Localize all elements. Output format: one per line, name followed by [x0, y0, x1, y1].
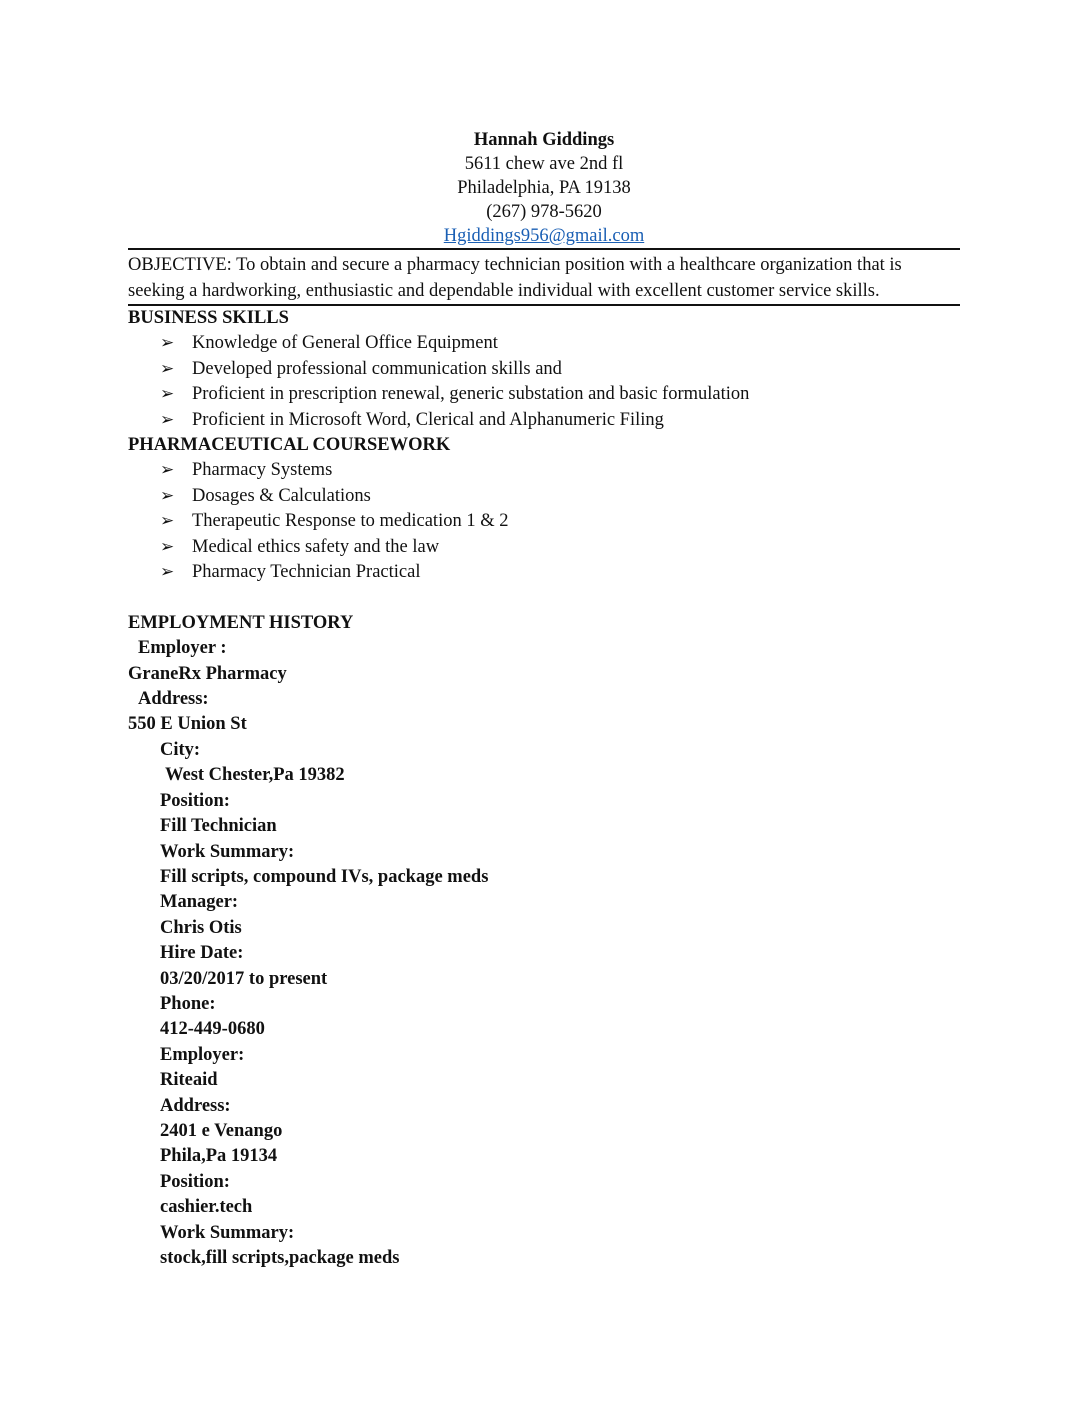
manager-label: Manager: [160, 892, 239, 913]
address-line-2: Philadelphia, PA 19138 [457, 178, 631, 198]
employer-label: Employer: [160, 1044, 245, 1065]
arrow-bullet-icon: ➢ [160, 562, 175, 583]
arrow-bullet-icon: ➢ [160, 384, 175, 405]
address-value: 550 E Union St [128, 714, 247, 735]
arrow-bullet-icon: ➢ [160, 333, 175, 354]
arrow-bullet-icon: ➢ [160, 511, 175, 532]
list-item: ➢ Dosages & Calculations [128, 484, 960, 509]
resume-header [128, 128, 960, 248]
address-line-1: 5611 chew ave 2nd fl [464, 154, 624, 174]
employer-value: Riteaid [160, 1070, 218, 1091]
work-summary-value: stock,fill scripts,package meds [160, 1248, 400, 1269]
employer-label: Employer : [138, 638, 227, 659]
hire-date-value: 03/20/2017 to present [160, 968, 328, 989]
city-value: West Chester,Pa 19382 [165, 765, 345, 786]
employment-history-title: EMPLOYMENT HISTORY [128, 612, 354, 633]
city-label: City: [160, 739, 201, 760]
position-label: Position: [160, 1171, 230, 1192]
address-value: 2401 e Venango [160, 1120, 283, 1141]
arrow-bullet-icon: ➢ [160, 536, 175, 557]
business-skills-title: BUSINESS SKILLS [128, 308, 289, 328]
coursework-list [128, 458, 960, 585]
business-skills-list [128, 331, 960, 433]
list-item: ➢ Pharmacy Technician Practical [128, 560, 960, 585]
phone-number: (267) 978-5620 [486, 202, 602, 222]
employment-entry-2 [128, 1043, 960, 1272]
arrow-bullet-icon: ➢ [160, 409, 175, 430]
hire-date-label: Hire Date: [160, 943, 244, 964]
arrow-bullet-icon: ➢ [160, 460, 175, 481]
arrow-bullet-icon: ➢ [160, 358, 175, 379]
position-value: cashier.tech [160, 1197, 253, 1218]
list-item: ➢ Developed professional communication skills and [128, 357, 960, 382]
address-label: Address: [138, 689, 209, 710]
work-summary-value: Fill scripts, compound IVs, package meds [160, 866, 489, 887]
employer-value: GraneRx Pharmacy [128, 663, 287, 684]
list-item: ➢ Medical ethics safety and the law [128, 535, 960, 560]
work-summary-label: Work Summary: [160, 841, 295, 862]
email-link[interactable]: Hgiddings956@gmail.com [443, 226, 645, 246]
position-label: Position: [160, 790, 230, 811]
list-item: ➢ Knowledge of General Office Equipment [128, 331, 960, 356]
applicant-name: Hannah Giddings [473, 130, 615, 150]
list-item: ➢ Pharmacy Systems [128, 458, 960, 483]
employer-phone-value: 412-449-0680 [160, 1019, 265, 1040]
position-value: Fill Technician [160, 816, 277, 837]
list-item: ➢ Therapeutic Response to medication 1 & 2 [128, 509, 960, 534]
list-item: ➢ Proficient in prescription renewal, generic substation and basic formulation [128, 382, 960, 407]
section-spacer [128, 585, 960, 610]
manager-value: Chris Otis [160, 917, 242, 938]
address-label: Address: [160, 1095, 231, 1116]
work-summary-label: Work Summary: [160, 1222, 295, 1243]
employer-phone-label: Phone: [160, 993, 216, 1014]
resume-page [128, 128, 960, 1271]
coursework-title: PHARMACEUTICAL COURSEWORK [128, 435, 451, 456]
list-item: ➢ Proficient in Microsoft Word, Clerical and Alphanumeric Filing [128, 408, 960, 433]
city-value: Phila,Pa 19134 [160, 1146, 278, 1167]
objective-text: OBJECTIVE: To obtain and secure a pharmacy technician position with a healthcare organization that is seeking a hardworking, enthusiastic and dependable individual with excellent customer service skills. [128, 255, 902, 301]
arrow-bullet-icon: ➢ [160, 485, 175, 506]
employment-entry-1 [128, 636, 960, 1043]
